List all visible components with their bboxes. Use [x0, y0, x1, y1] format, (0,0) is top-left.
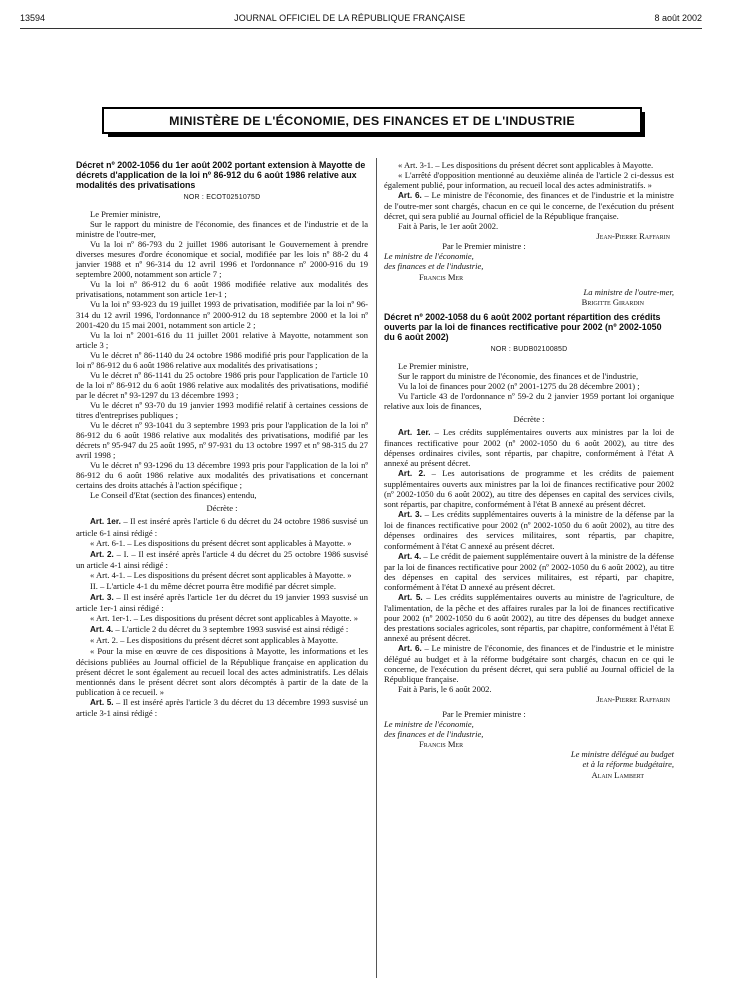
articles [76, 516, 368, 718]
minister-title-line: Le ministre délégué au budget [570, 749, 674, 760]
paragraph: « L'arrêté d'opposition mentionné au deuxième alinéa de l'article 2 ci-dessus est également publié, pour information, au recueil local des actes administratifs. » [384, 170, 674, 191]
paragraph: Sur le rapport du ministre de l'économie, des finances et de l'industrie, [398, 370, 639, 381]
minister-title-line: et à la réforme budgétaire, [582, 759, 674, 770]
paragraph: Vu la loi nº 86-912 du 6 août 1986 modifiée relative aux modalités des privatisations, notamment son article 1er-1 ; [76, 279, 368, 300]
article-text: – Le ministre de l'économie, des finances et de l'industrie et le ministre délégué au budget et à la réforme budgétaire sont chargés, chacun en ce qui le concerne, de l'exécution du présent décret, qui sera publié au Journal officiel de la République française. [384, 642, 674, 685]
right-column [384, 160, 674, 780]
issue-date: 8 août 2002 [654, 13, 702, 23]
article-text: – Les crédits supplémentaires ouverts au ministre de l'agriculture, de l'alimentation, de la pêche et des affaires rurales par la loi de finances rectificative pour 2002 (nº 2002-1050 du 6 août 2002), au titre des dépenses du budget annexe des prestations sociales agricoles, sont répartis, par chapitre, conformément à l'état E annexé au présent décret. [384, 591, 674, 643]
journal-title: JOURNAL OFFICIEL DE LA RÉPUBLIQUE FRANÇAISE [234, 13, 466, 23]
article-label: Art. 1er. [90, 517, 121, 527]
article-label: Art. 2. [90, 549, 114, 559]
article-text: – Il est inséré après l'article 3 du décret du 13 décembre 1993 susvisé un article 3-1 ainsi rédigé : [76, 697, 368, 719]
signing-place: Fait à Paris, le 1er août 2002. [398, 221, 499, 232]
article-paragraph [76, 613, 368, 624]
preamble [384, 361, 674, 411]
paragraph: Le Premier ministre, [398, 360, 469, 371]
article-paragraph [384, 643, 674, 684]
article-paragraph [76, 538, 368, 549]
articles [384, 427, 674, 684]
ministry-banner [102, 107, 642, 134]
preamble [76, 209, 368, 500]
article-text: « Pour la mise en œuvre de ces dispositions à Mayotte, les informations et les décisions publiées au Journal officiel de la République française en application du présent décret le sont également au recueil local des actes administratifs. Les délais mentionnés dans le présent décret sont alors décomptés à partir de la date de la publication à ce recueil. » [76, 646, 368, 698]
article-text: « Art. 1er-1. – Les dispositions du présent décret sont applicables à Mayotte. » [90, 612, 359, 623]
article-label: Art. 6. [398, 191, 422, 201]
paragraph: Sur le rapport du ministre de l'économie, des finances et de l'industrie et de la ministre de l'outre-mer, [76, 219, 368, 240]
paragraph: Vu le décret nº 93-70 du 19 janvier 1993 modifié relatif à certaines cessions de titres d'entreprises publiques ; [76, 399, 368, 420]
article-text: – Il est inséré après l'article 1er du décret du 19 janvier 1993 susvisé un article 1er-1 ainsi rédigé : [76, 591, 368, 613]
article-paragraph [384, 592, 674, 643]
paragraph: Vu la loi nº 2001-616 du 11 juillet 2001 relative à Mayotte, notamment son article 3 ; [76, 329, 368, 350]
minister-name: Alain Lambert [591, 769, 644, 780]
by-prime-minister: Par le Premier ministre : [442, 709, 526, 720]
paragraph: Vu la loi de finances pour 2002 (nº 2001-1275 du 28 décembre 2001) ; [398, 380, 640, 391]
nor-reference: NOR : BUDB0210085D [490, 345, 568, 353]
article-paragraph [384, 427, 674, 468]
article-paragraph [384, 509, 674, 550]
article-label: Art. 5. [90, 698, 114, 708]
article-paragraph [76, 570, 368, 581]
article-label: Art. 1er. [398, 427, 431, 437]
article-text: « Art. 6-1. – Les dispositions du présent décret sont applicables à Mayotte. » [90, 537, 352, 548]
minister-title-line: Le ministre de l'économie, [384, 719, 474, 730]
article-paragraph [384, 551, 674, 592]
paragraph: Vu le décret nº 93-1041 du 3 septembre 1993 pris pour l'application de la loi nº 86-912 du 6 août 1986 relative aux modalités des privatisations, modifié par les décrets nº 95-947 du 25 août 1995, nº 97-931 du 13 octobre 1997 et nº 98-315 du 27 avril 1998 ; [76, 420, 368, 461]
article-text: – Les crédits supplémentaires ouverts à la ministre de la défense par la loi de finances rectificative pour 2002 (nº 2002-1050 du 6 août 2002), au titre des dépenses ordinaires des services militaires, sont répartis, par chapitre, conformément à l'état C annexé au présent décret. [384, 509, 674, 551]
article-paragraph [76, 549, 368, 570]
paragraph: Vu le décret nº 93-1296 du 13 décembre 1993 pris pour l'application de la loi nº 86-912 du 6 août 1986 relative aux modalités des privatisations et concernant certains des droits attachés à l'action spécifique ; [76, 460, 368, 491]
paragraph: Le Premier ministre, [90, 209, 161, 220]
article-label: Art. 5. [398, 592, 423, 602]
article-text: – L'article 2 du décret du 3 septembre 1993 susvisé est ainsi rédigé : [113, 623, 349, 634]
article-label: Art. 4. [398, 551, 422, 561]
decrete-heading: Décrète : [206, 503, 238, 514]
article-text: – Le crédit de paiement supplémentaire ouvert à la ministre de la défense par la loi de finances rectificative pour 2002 (nº 2002-1050 du 6 août 2002), au titre des dépenses en capital des services militaires, est réparti, par chapitre, conformément à l'état D annexé au présent décret. [384, 550, 674, 592]
article-label: Art. 6. [398, 643, 422, 653]
minister-title-line: des finances et de l'industrie, [384, 729, 484, 740]
article-label: Art. 3. [398, 510, 422, 520]
paragraph: Vu le décret nº 86-1140 du 24 octobre 1986 modifié pris pour l'application de la loi nº 86-912 du 6 août 1986 relative aux modalités des privatisations ; [76, 349, 368, 370]
article-paragraph [76, 516, 368, 537]
decrete-heading: Décrète : [513, 413, 545, 424]
continued-articles [384, 160, 674, 190]
article-label: Art. 3. [90, 592, 114, 602]
article-text: II. – L'article 4-1 du même décret pourra être modifié par décret simple. [90, 580, 336, 591]
minister-title-line: La ministre de l'outre-mer, [583, 286, 674, 297]
minister-name: Francis Mer [419, 739, 464, 750]
article-text: – Le ministre de l'économie, des finances et de l'industrie et la ministre de l'outre-mer sont chargés, chacun en ce qui le concerne, de l'exécution du présent décret, qui sera publié au Journal officiel de la République française. [384, 190, 674, 222]
paragraph: Vu la loi nº 86-793 du 2 juillet 1986 autorisant le Gouvernement à prendre diverses mesures d'ordre économique et social, modifiée par les lois nº 88-2 du 4 janvier 1988 et nº 96-314 du 12 avril 1996 et l'ordonnance nº 2000-916 du 19 septembre 2000, notamment son article 7 ; [76, 239, 368, 280]
article-paragraph [76, 592, 368, 613]
ministry-title: MINISTÈRE DE L'ÉCONOMIE, DES FINANCES ET DE L'INDUSTRIE [169, 113, 575, 128]
paragraph: Le Conseil d'Etat (section des finances) entendu, [90, 490, 257, 501]
nor-reference: NOR : ECOT0251075D [183, 194, 261, 201]
paragraph: Vu la loi nº 93-923 du 19 juillet 1993 de privatisation, modifiée par la loi nº 96-314 du 12 avril 1996, l'ordonnance nº 2000-912 du 18 septembre 2000 et la loi nº 2001-420 du 15 mai 2001, notamment son article 2 ; [76, 299, 368, 330]
page-header [20, 10, 702, 29]
article-paragraph [76, 646, 368, 697]
paragraph: Vu le décret nº 86-1141 du 25 octobre 1986 pris pour l'application de l'article 10 de la loi nº 86-912 du 6 août 1986 relative aux modalités des privatisations, modifié par le décret nº 93-1297 du 13 décembre 1993 ; [76, 369, 368, 400]
article-paragraph [76, 635, 368, 646]
column-divider [376, 158, 377, 978]
by-prime-minister: Par le Premier ministre : [442, 241, 526, 252]
signing-place: Fait à Paris, le 6 août 2002. [398, 684, 492, 695]
article-label: Art. 4. [90, 624, 114, 634]
prime-minister-signature: Jean-Pierre Raffarin [596, 231, 670, 242]
article-label: Art. 2. [398, 469, 426, 479]
prime-minister-signature: Jean-Pierre Raffarin [596, 694, 670, 705]
article-paragraph [76, 624, 368, 635]
decree-title: Décret nº 2002-1056 du 1er août 2002 portant extension à Mayotte de décrets d'application de la loi nº 86-912 du 6 août 1986 relative aux modalités des privatisations [76, 160, 366, 190]
paragraph: « Art. 3-1. – Les dispositions du présent décret sont applicables à Mayotte. [398, 160, 654, 170]
article-text: « Art. 4-1. – Les dispositions du présent décret sont applicables à Mayotte. » [90, 569, 352, 580]
article-text: – Les crédits supplémentaires ouverts aux ministres par la loi de finances rectificative pour 2002 (nº 2002-1050 du 6 août 2002), au titre des dépenses ordinaires civiles, sont répartis, par chapitre, conformément à l'état A annexé au présent décret. [384, 426, 674, 469]
article-paragraph [384, 190, 674, 221]
minister-name: Brigitte Girardin [581, 296, 644, 307]
minister-name: Francis Mer [419, 271, 464, 282]
minister-title-line: Le ministre de l'économie, [384, 251, 474, 262]
paragraph: Vu l'article 43 de l'ordonnance nº 59-2 du 2 janvier 1959 portant loi organique relative aux lois de finances, [384, 390, 674, 411]
decree-title: Décret nº 2002-1058 du 6 août 2002 portant répartition des crédits ouverts par la loi de finances rectificative pour 2002 (nº 2002-1050 du 6 août 2002) [384, 311, 662, 342]
article-paragraph [76, 581, 368, 592]
page-number: 13594 [20, 13, 46, 23]
article-text: – Les autorisations de programme et les crédits de paiement supplémentaires ouverts aux ministres par la loi de finances rectificative pour 2002 (nº 2002-1050 du 6 août 2002), au titre des dépenses en capital des services civils, sont répartis, par chapitre, conformément à l'état B annexé au présent décret. [384, 468, 674, 510]
article-text: « Art. 2. – Les dispositions du présent décret sont applicables à Mayotte. [90, 634, 339, 645]
article-paragraph [384, 468, 674, 509]
minister-title-line: des finances et de l'industrie, [384, 261, 484, 272]
article-text: – Il est inséré après l'article 6 du décret du 24 octobre 1986 susvisé un article 6-1 ainsi rédigé : [76, 516, 368, 538]
article-text: – I. – Il est inséré après l'article 4 du décret du 25 octobre 1986 susvisé un article 4-1 ainsi rédigé : [76, 548, 368, 570]
